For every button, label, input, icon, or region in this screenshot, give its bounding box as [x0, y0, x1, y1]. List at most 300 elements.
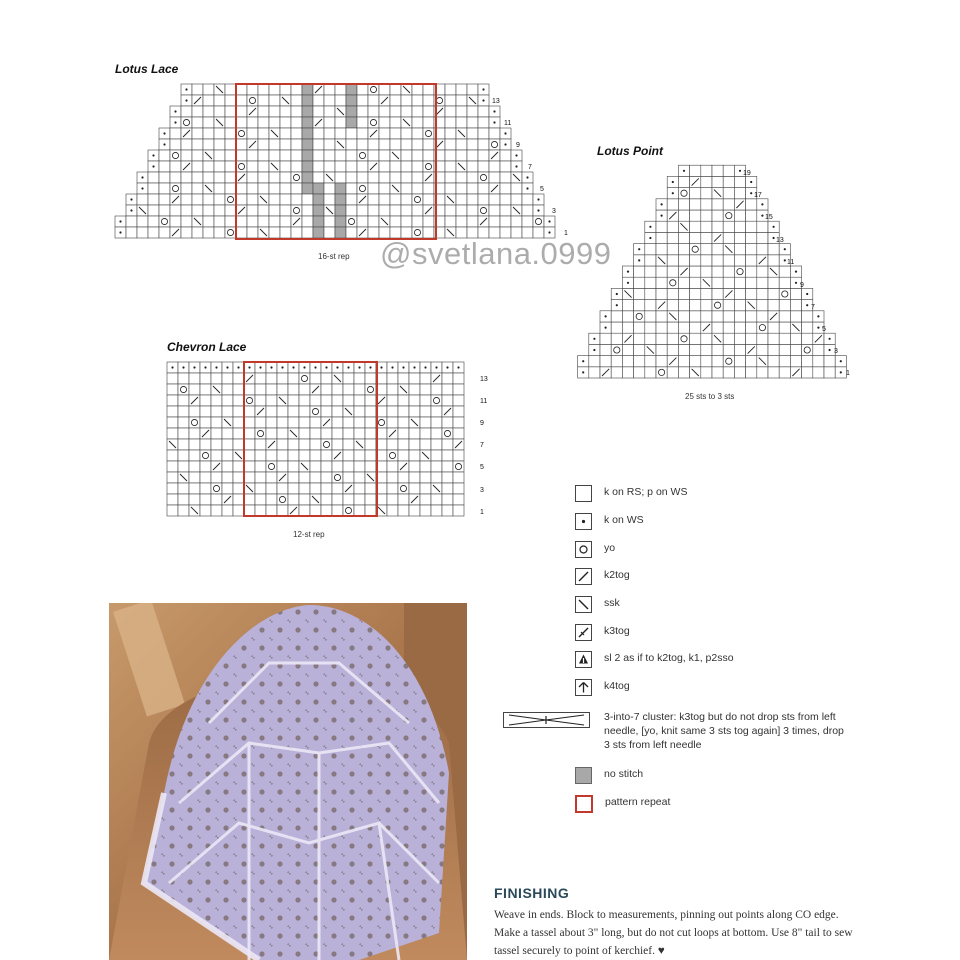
grid-cell	[247, 183, 258, 194]
grid-cell	[390, 161, 401, 172]
grid-cell	[368, 106, 379, 117]
grid-cell	[645, 277, 656, 288]
grid-cell	[354, 406, 365, 417]
grid-cell	[412, 194, 423, 205]
grid-cell	[313, 205, 324, 216]
grid-cell	[269, 139, 280, 150]
grid-cell	[723, 367, 734, 378]
grid-cell	[387, 373, 398, 384]
grid-cell	[431, 406, 442, 417]
stitch-dot	[616, 304, 618, 306]
grid-cell	[167, 373, 178, 384]
grid-cell	[387, 395, 398, 406]
grid-cell	[467, 128, 478, 139]
grid-cell	[768, 288, 779, 299]
grid-cell	[678, 244, 689, 255]
grid-cell	[401, 150, 412, 161]
grid-cell	[645, 322, 656, 333]
grid-cell	[258, 117, 269, 128]
grid-cell	[401, 128, 412, 139]
grid-cell	[192, 161, 203, 172]
grid-cell	[291, 161, 302, 172]
grid-cell	[255, 483, 266, 494]
grid-cell	[423, 84, 434, 95]
stitch-dot	[493, 110, 495, 112]
legend-label: no stitch	[604, 768, 644, 780]
grid-cell	[712, 311, 723, 322]
grid-cell	[200, 417, 211, 428]
grid-cell	[511, 183, 522, 194]
grid-cell	[247, 205, 258, 216]
grid-cell	[225, 216, 236, 227]
grid-cell	[266, 384, 277, 395]
grid-cell	[779, 266, 790, 277]
grid-cell	[299, 439, 310, 450]
grid-cell	[445, 161, 456, 172]
grid-cell	[365, 483, 376, 494]
grid-cell	[354, 428, 365, 439]
grid-cell	[478, 205, 489, 216]
grid-cell	[170, 128, 181, 139]
grid-cell	[233, 483, 244, 494]
grid-cell	[277, 417, 288, 428]
grid-cell	[357, 117, 368, 128]
stitch-dot	[163, 143, 165, 145]
grid-cell	[288, 450, 299, 461]
stitch-dot	[493, 121, 495, 123]
grid-cell	[453, 384, 464, 395]
grid-cell	[746, 266, 757, 277]
legend-item	[575, 767, 643, 784]
stitch-dot	[259, 366, 261, 368]
grid-cell	[332, 417, 343, 428]
stitch-dot	[174, 121, 176, 123]
stitch-dot	[391, 366, 393, 368]
grid-cell	[288, 461, 299, 472]
grid-cell	[178, 505, 189, 516]
sl2-k1-p2sso-symbol-icon	[575, 651, 592, 668]
grid-cell	[247, 194, 258, 205]
grid-cell	[269, 172, 280, 183]
stitch-dot	[817, 315, 819, 317]
grid-cell	[313, 106, 324, 117]
grid-cell	[178, 461, 189, 472]
grid-cell	[442, 483, 453, 494]
grid-cell	[600, 344, 611, 355]
grid-cell	[712, 277, 723, 288]
grid-cell	[456, 194, 467, 205]
grid-cell	[365, 373, 376, 384]
grid-cell	[225, 161, 236, 172]
legend-label: yo	[604, 542, 616, 554]
grid-cell	[357, 205, 368, 216]
grid-cell	[678, 367, 689, 378]
stitch-dot	[829, 338, 831, 340]
grid-cell	[409, 505, 420, 516]
grid-cell	[225, 117, 236, 128]
grid-cell	[247, 95, 258, 106]
stitch-dot	[325, 366, 327, 368]
grid-cell	[255, 450, 266, 461]
grid-cell	[225, 183, 236, 194]
grid-cell	[656, 356, 667, 367]
grid-cell	[148, 227, 159, 238]
grid-cell	[634, 322, 645, 333]
grid-cell	[321, 373, 332, 384]
grid-cell	[332, 428, 343, 439]
grid-cell	[656, 277, 667, 288]
grid-cell	[225, 95, 236, 106]
stitch-dot	[784, 248, 786, 250]
grid-cell	[189, 417, 200, 428]
grid-cell	[423, 150, 434, 161]
grid-cell	[723, 188, 734, 199]
stitch-dot	[314, 366, 316, 368]
grid-cell	[200, 494, 211, 505]
grid-cell	[236, 106, 247, 117]
grid-cell	[346, 205, 357, 216]
grid-cell	[813, 344, 824, 355]
stitch-dot	[281, 366, 283, 368]
grid-cell	[335, 172, 346, 183]
grid-cell	[467, 150, 478, 161]
grid-cell	[600, 356, 611, 367]
grid-cell	[192, 205, 203, 216]
row-number: 15	[765, 214, 773, 221]
grid-cell	[387, 483, 398, 494]
grid-cell	[409, 439, 420, 450]
row-number: 13	[492, 98, 500, 105]
grid-cell	[236, 84, 247, 95]
legend-label: pattern repeat	[605, 796, 671, 808]
stitch-dot	[672, 181, 674, 183]
grid-cell	[768, 356, 779, 367]
grid-cell	[365, 395, 376, 406]
grid-cell	[379, 128, 390, 139]
grid-cell	[390, 194, 401, 205]
grid-cell	[723, 266, 734, 277]
grid-cell	[354, 505, 365, 516]
legend-label: k4tog	[604, 680, 630, 692]
stitch-dot	[829, 349, 831, 351]
grid-cell	[178, 494, 189, 505]
grid-cell	[258, 84, 269, 95]
grid-cell	[522, 194, 533, 205]
row-number: 9	[516, 142, 520, 149]
grid-cell	[500, 150, 511, 161]
grid-cell	[445, 172, 456, 183]
grid-cell	[299, 494, 310, 505]
grid-cell	[211, 494, 222, 505]
grid-cell	[354, 450, 365, 461]
grid-cell	[244, 494, 255, 505]
grid-cell	[332, 384, 343, 395]
grid-cell	[365, 494, 376, 505]
grid-cell	[390, 205, 401, 216]
grid-cell	[214, 128, 225, 139]
grid-cell	[667, 344, 678, 355]
grid-cell	[645, 300, 656, 311]
grid-cell	[332, 395, 343, 406]
grid-cell	[746, 333, 757, 344]
grid-cell	[214, 161, 225, 172]
stitch-dot	[119, 231, 121, 233]
stitch-dot	[582, 360, 584, 362]
grid-cell	[236, 95, 247, 106]
grid-cell	[247, 84, 258, 95]
stitch-dot	[457, 366, 459, 368]
grid-cell	[225, 84, 236, 95]
grid-cell	[667, 333, 678, 344]
grid-cell	[255, 417, 266, 428]
stitch-dot	[482, 88, 484, 90]
grid-cell	[346, 139, 357, 150]
stitch-dot	[435, 366, 437, 368]
grid-cell	[779, 311, 790, 322]
grid-cell	[354, 494, 365, 505]
stitch-dot	[402, 366, 404, 368]
row-number: 5	[480, 464, 484, 471]
grid-cell	[387, 505, 398, 516]
grid-cell	[280, 106, 291, 117]
grid-cell	[280, 194, 291, 205]
grid-cell	[768, 322, 779, 333]
grid-cell	[343, 439, 354, 450]
grid-cell	[431, 450, 442, 461]
grid-cell	[321, 406, 332, 417]
grid-cell	[192, 84, 203, 95]
grid-cell	[701, 165, 712, 176]
grid-cell	[280, 128, 291, 139]
grid-cell	[302, 128, 313, 139]
grid-cell	[768, 333, 779, 344]
grid-cell	[600, 333, 611, 344]
grid-cell	[346, 117, 357, 128]
grid-cell	[214, 172, 225, 183]
grid-cell	[423, 117, 434, 128]
grid-cell	[214, 139, 225, 150]
grid-cell	[387, 472, 398, 483]
grid-cell	[453, 373, 464, 384]
grid-cell	[266, 472, 277, 483]
grid-cell	[222, 395, 233, 406]
no-stitch-symbol-icon	[575, 767, 592, 784]
grid-cell	[678, 288, 689, 299]
grid-cell	[412, 183, 423, 194]
grid-cell	[222, 483, 233, 494]
grid-cell	[170, 150, 181, 161]
grid-cell	[225, 172, 236, 183]
grid-cell	[511, 194, 522, 205]
stitch-dot	[672, 192, 674, 194]
stitch-dot	[141, 176, 143, 178]
grid-cell	[280, 150, 291, 161]
grid-cell	[734, 311, 745, 322]
grid-cell	[723, 277, 734, 288]
grid-cell	[467, 106, 478, 117]
grid-cell	[332, 483, 343, 494]
grid-cell	[346, 95, 357, 106]
grid-cell	[269, 117, 280, 128]
grid-cell	[288, 384, 299, 395]
grid-cell	[332, 406, 343, 417]
knit-symbol-icon	[575, 485, 592, 502]
grid-cell	[678, 176, 689, 187]
grid-cell	[343, 428, 354, 439]
grid-cell	[790, 344, 801, 355]
grid-cell	[244, 417, 255, 428]
grid-cell	[137, 216, 148, 227]
grid-cell	[335, 161, 346, 172]
grid-cell	[500, 194, 511, 205]
grid-cell	[313, 128, 324, 139]
grid-cell	[167, 417, 178, 428]
grid-cell	[343, 505, 354, 516]
grid-cell	[500, 205, 511, 216]
grid-cell	[387, 384, 398, 395]
grid-cell	[200, 439, 211, 450]
grid-cell	[746, 322, 757, 333]
grid-cell	[813, 356, 824, 367]
grid-cell	[478, 183, 489, 194]
grid-cell	[189, 439, 200, 450]
grid-cell	[423, 139, 434, 150]
grid-cell	[335, 194, 346, 205]
grid-cell	[522, 205, 533, 216]
grid-cell	[214, 227, 225, 238]
stitch-dot	[270, 366, 272, 368]
grid-cell	[390, 106, 401, 117]
row-number: 17	[754, 192, 762, 199]
grid-cell	[203, 95, 214, 106]
grid-cell	[302, 183, 313, 194]
grid-cell	[456, 216, 467, 227]
grid-cell	[500, 183, 511, 194]
grid-cell	[757, 232, 768, 243]
grid-cell	[288, 472, 299, 483]
grid-cell	[247, 150, 258, 161]
grid-cell	[247, 216, 258, 227]
grid-cell	[203, 139, 214, 150]
grid-cell	[181, 117, 192, 128]
grid-cell	[423, 183, 434, 194]
grid-cell	[456, 150, 467, 161]
grid-cell	[214, 205, 225, 216]
grid-cell	[277, 428, 288, 439]
grid-cell	[746, 277, 757, 288]
grid-cell	[420, 373, 431, 384]
grid-cell	[442, 450, 453, 461]
grid-cell	[324, 227, 335, 238]
grid-cell	[280, 117, 291, 128]
grid-cell	[244, 461, 255, 472]
grid-cell	[412, 128, 423, 139]
grid-cell	[225, 194, 236, 205]
grid-cell	[645, 367, 656, 378]
grid-cell	[299, 406, 310, 417]
grid-cell	[734, 367, 745, 378]
grid-cell	[321, 384, 332, 395]
stitch-dot	[152, 165, 154, 167]
grid-cell	[790, 333, 801, 344]
grid-cell	[401, 172, 412, 183]
grid-cell	[181, 216, 192, 227]
grid-cell	[178, 384, 189, 395]
grid-cell	[291, 84, 302, 95]
grid-cell	[757, 311, 768, 322]
grid-cell	[255, 472, 266, 483]
lotus-point-title: Lotus Point	[597, 144, 663, 158]
grid-cell	[368, 139, 379, 150]
grid-cell	[277, 373, 288, 384]
grid-cell	[723, 255, 734, 266]
grid-cell	[299, 417, 310, 428]
grid-cell	[280, 205, 291, 216]
grid-cell	[445, 84, 456, 95]
legend-item	[575, 624, 630, 641]
grid-cell	[148, 183, 159, 194]
legend-label: 3-into-7 cluster: k3tog but do not drop sts from left needle, [yo, knit same 3 sts tog again] 3 times, drop 3 sts from left needle	[604, 711, 844, 751]
grid-cell	[313, 150, 324, 161]
grid-cell	[280, 84, 291, 95]
grid-cell	[712, 165, 723, 176]
grid-cell	[365, 406, 376, 417]
grid-cell	[203, 128, 214, 139]
grid-cell	[310, 428, 321, 439]
stitch-dot	[515, 154, 517, 156]
grid-cell	[701, 300, 712, 311]
grid-cell	[310, 505, 321, 516]
grid-cell	[467, 183, 478, 194]
grid-cell	[423, 95, 434, 106]
grid-cell	[634, 300, 645, 311]
grid-cell	[423, 194, 434, 205]
grid-cell	[302, 194, 313, 205]
grid-cell	[332, 505, 343, 516]
grid-cell	[365, 461, 376, 472]
grid-cell	[467, 194, 478, 205]
grid-cell	[712, 367, 723, 378]
grid-cell	[445, 183, 456, 194]
grid-cell	[346, 216, 357, 227]
grid-cell	[302, 117, 313, 128]
stitch-dot	[593, 338, 595, 340]
grid-cell	[390, 128, 401, 139]
legend-item	[575, 651, 734, 668]
grid-cell	[291, 183, 302, 194]
grid-cell	[398, 395, 409, 406]
watermark: @svetlana.0999	[380, 236, 612, 271]
grid-cell	[211, 439, 222, 450]
grid-cell	[453, 406, 464, 417]
grid-cell	[478, 128, 489, 139]
grid-cell	[211, 395, 222, 406]
grid-cell	[667, 322, 678, 333]
grid-cell	[746, 288, 757, 299]
grid-cell	[236, 194, 247, 205]
grid-cell	[189, 450, 200, 461]
grid-cell	[409, 395, 420, 406]
grid-cell	[401, 205, 412, 216]
grid-cell	[200, 395, 211, 406]
grid-cell	[667, 266, 678, 277]
grid-cell	[200, 483, 211, 494]
grid-cell	[225, 150, 236, 161]
grid-cell	[368, 95, 379, 106]
stitch-dot	[627, 271, 629, 273]
grid-cell	[431, 384, 442, 395]
grid-cell	[442, 373, 453, 384]
